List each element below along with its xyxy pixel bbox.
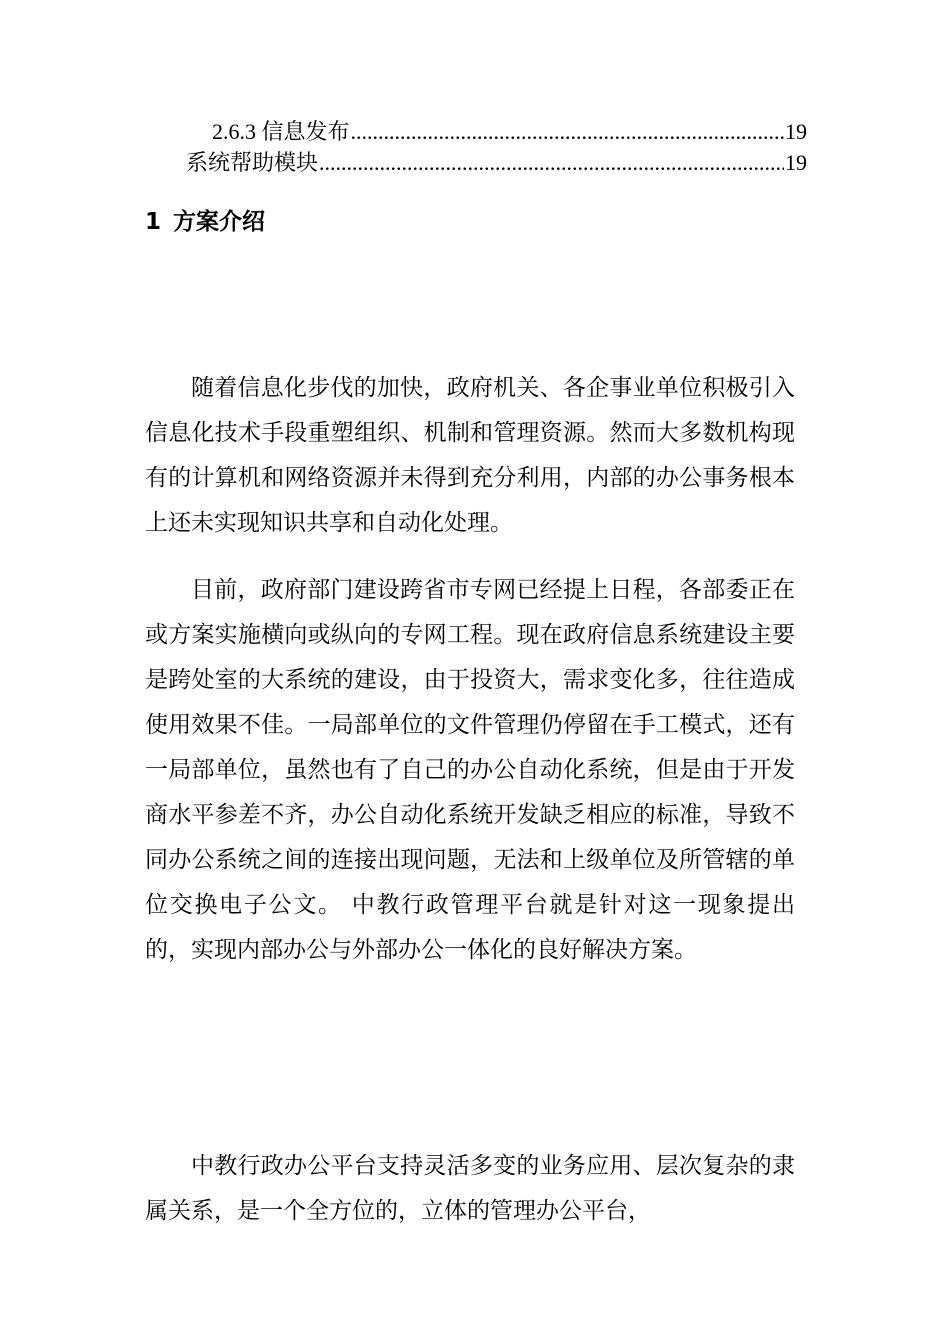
toc-entry-page: 19 [785, 119, 807, 144]
toc-entry-title: 系统帮助模块 [186, 150, 319, 175]
section-number: 1 [145, 209, 162, 235]
body-paragraph: 目前，政府部门建设跨省市专网已经提上日程，各部委正在或方案实施横向或纵向的专网工程。现在政府信息系统建设主要是跨处室的大系统的建设，由于投资大，需求变化多，往往造成使用效果不佳。一局部单位的文件管理仍停留在手工模式，还有一局部单位，虽然也有了自己的办公自动化系统，但是由于开发商水平参差不齐，办公自动化系统开发缺乏相应的标准，导致不同办公系统之间的连接出现问题，无法和上级单位及所管辖的单位交换电子公文。 中教行政管理平台就是针对这一现象提出的，实现内部办公与外部办公一体化的良好解决方案。 [145, 577, 795, 963]
body-paragraph: 中教行政办公平台支持灵活多变的业务应用、层次复杂的隶属关系，是一个全方位的，立体的管理办公平台， [145, 1153, 795, 1224]
body-paragraph: 随着信息化步伐的加快，政府机关、各企事业单位积极引入信息化技术手段重塑组织、机制和管理资源。然而大多数机构现有的计算机和网络资源并未得到充分利用，内部的办公事务根本上还未实现知识共享和自动化处理。 [145, 375, 795, 536]
section-heading [145, 206, 265, 238]
section-title: 方案介绍 [173, 209, 266, 235]
toc-leader-dots [351, 117, 784, 147]
toc-entry-page: 19 [785, 150, 807, 175]
toc-entry[interactable] [186, 148, 807, 178]
toc-entry[interactable] [212, 117, 807, 147]
toc-entry-title: 2.6.3 信息发布 [212, 119, 350, 144]
toc-leader-dots [319, 148, 784, 178]
